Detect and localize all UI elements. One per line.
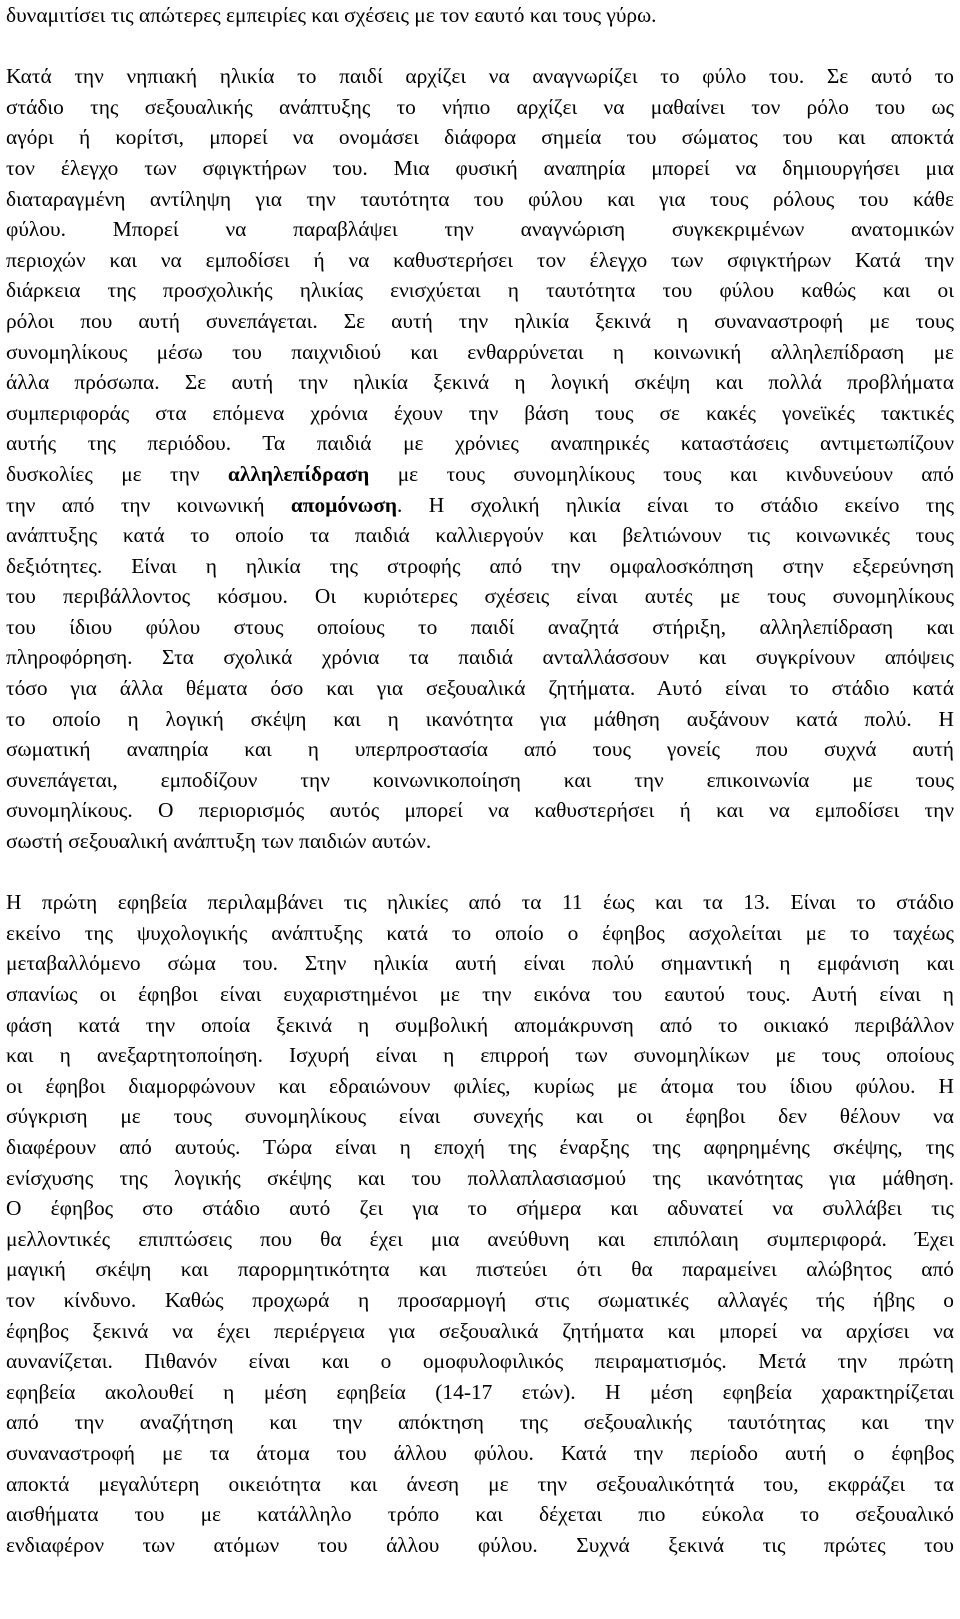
text-line: δυναμιτίσει τις απώτερες εμπειρίες και σχέσεις με τον εαυτό και τους γύρω.: [6, 3, 657, 27]
text-line: ρόλοι που αυτή συνεπάγεται. Σε αυτή την ηλικία ξεκινά η συναναστροφή με τους: [6, 308, 954, 333]
text-segment: δυσκολίες με την: [6, 461, 228, 486]
text-line: Κατά την νηπιακή ηλικία το παιδί αρχίζει να αναγνωρίζει το φύλο του. Σε αυτό το: [6, 64, 954, 89]
paragraph-break: [6, 31, 954, 62]
text-segment: την από την κοινωνική: [6, 492, 291, 517]
text-line: Ο έφηβος στο στάδιο αυτό ζει για το σήμερα και αδυνατεί να συλλάβει τις: [6, 1196, 954, 1221]
text-line: και η ανεξαρτητοποίηση. Ισχυρή είναι η επιρροή των συνομηλίκων με τους οποίους: [6, 1043, 954, 1068]
text-line: συναναστροφή με τα άτομα του άλλου φύλου. Κατά την περίοδο αυτή ο έφηβος: [6, 1440, 954, 1465]
bold-term: αλληλεπίδραση: [227, 461, 370, 486]
text-line: πληροφόρηση. Στα σχολικά χρόνια τα παιδιά ανταλλάσσουν και συγκρίνουν απόψεις: [6, 645, 954, 670]
text-line: τόσο για άλλα θέματα όσο και για σεξουαλικά ζητήματα. Αυτό είναι το στάδιο κατά: [6, 676, 954, 701]
text-line: Η πρώτη εφηβεία περιλαμβάνει τις ηλικίες από τα 11 έως και τα 13. Είναι το στάδιο: [6, 890, 954, 915]
text-line: αγόρι ή κορίτσι, μπορεί να ονομάσει διάφορα σημεία του σώματος του και αποκτά: [6, 125, 954, 150]
text-line: εφηβεία ακολουθεί η μέση εφηβεία (14-17 ετών). Η μέση εφηβεία χαρακτηρίζεται: [6, 1379, 954, 1404]
text-line: διαταραγμένη αντίληψη για την ταυτότητα του φύλου και για τους ρόλους του κάθε: [6, 186, 954, 211]
text-line: συνεπάγεται, εμποδίζουν την κοινωνικοποίηση και την επικοινωνία με τους: [6, 767, 954, 792]
text-line: μεταβαλλόμενο σώμα του. Στην ηλικία αυτή είναι πολύ σημαντική η εμφάνιση και: [6, 951, 954, 976]
text-line: διάρκεια της προσχολικής ηλικίας ενισχύεται η ταυτότητα του φύλου καθώς και οι: [6, 278, 954, 303]
text-line: άλλα πρόσωπα. Σε αυτή την ηλικία ξεκινά η λογική σκέψη και πολλά προβλήματα: [6, 370, 954, 395]
text-line: δεξιότητες. Είναι η ηλικία της στροφής από την ομφαλοσκόπηση στην εξερεύνηση: [6, 553, 954, 578]
text-line: συμπεριφοράς στα επόμενα χρόνια έχουν την βάση τους σε κακές γονεϊκές τακτικές: [6, 400, 954, 425]
document-body: [6, 0, 954, 1560]
text-line: τον κίνδυνο. Καθώς προχωρά η προσαρμογή στις σωματικές αλλαγές τής ήβης ο: [6, 1287, 954, 1312]
text-line: από την αναζήτηση και την απόκτηση της σεξουαλικής ταυτότητας και την: [6, 1410, 954, 1435]
text-line: ανάπτυξης κατά το οποίο τα παιδιά καλλιεργούν και βελτιώνουν τις κοινωνικές τους: [6, 523, 954, 548]
bold-term: απομόνωση: [290, 492, 398, 517]
text-line: μαγική σκέψη και παρορμητικότητα και πιστεύει ότι θα παραμείνει αλώβητος από: [6, 1257, 954, 1282]
text-line: του ίδιου φύλου στους οποίους το παιδί αναζητά στήριξη, αλληλεπίδραση και: [6, 614, 954, 639]
text-line: σωματική αναπηρία και η υπερπροστασία από τους γονείς που συχνά αυτή: [6, 737, 954, 762]
text-segment: . Η σχολική ηλικία είναι το στάδιο εκείνο της: [397, 492, 954, 517]
text-line: φύλου. Μπορεί να παραβλάψει την αναγνώριση συγκεκριμένων ανατομικών: [6, 217, 954, 242]
text-line: αυτής της περιόδου. Τα παιδιά με χρόνιες αναπηρικές καταστάσεις αντιμετωπίζουν: [6, 431, 954, 456]
text-line: συνομηλίκους μέσω του παιχνιδιού και ενθαρρύνεται η κοινωνική αλληλεπίδραση με: [6, 339, 954, 364]
text-line: ενίσχυσης της λογικής σκέψης και του πολλαπλασιασμού της ικανότητας για μάθηση.: [6, 1165, 954, 1190]
text-line: αποκτά μεγαλύτερη οικειότητα και άνεση με την σεξουαλικότητά του, εκφράζει τα: [6, 1471, 954, 1496]
text-line: φάση κατά την οποία ξεκινά η συμβολική απομάκρυνση από το οικιακό περιβάλλον: [6, 1012, 954, 1037]
text-line: σπανίως οι έφηβοι είναι ευχαριστημένοι με την εικόνα του εαυτού τους. Αυτή είναι η: [6, 982, 954, 1006]
text-line: του περιβάλλοντος κόσμου. Οι κυριότερες σχέσεις είναι αυτές με τους συνομηλίκους: [6, 584, 954, 609]
text-line: τον έλεγχο των σφιγκτήρων του. Μια φυσική αναπηρία μπορεί να δημιουργήσει μια: [6, 155, 954, 180]
text-segment: με τους συνομηλίκους τους και κινδυνεύουν από: [369, 461, 954, 486]
text-line: αυνανίζεται. Πιθανόν είναι και ο ομοφυλοφιλικός πειραματισμός. Μετά την πρώτη: [6, 1349, 954, 1374]
text-line: μελλοντικές επιπτώσεις που θα έχει μια ανεύθυνη και επιπόλαιη συμπεριφορά. Έχει: [6, 1226, 954, 1251]
text-line: στάδιο της σεξουαλικής ανάπτυξης το νήπιο αρχίζει να μαθαίνει τον ρόλο του ως: [6, 94, 954, 119]
text-line: αισθήματα του με κατάλληλο τρόπο και δέχεται πιο εύκολα το σεξουαλικό: [6, 1502, 954, 1527]
text-line: σωστή σεξουαλική ανάπτυξη των παιδιών αυτών.: [6, 829, 432, 854]
text-line: διαφέρουν από αυτούς. Τώρα είναι η εποχή της έναρξης της αφηρημένης σκέψης, της: [6, 1134, 954, 1159]
paragraph-break: [6, 857, 954, 888]
text-line: σύγκριση με τους συνομηλίκους είναι συνεχής και οι έφηβοι δεν θέλουν να: [6, 1104, 954, 1129]
text-line: έφηβος ξεκινά να έχει περιέργεια για σεξουαλικά ζητήματα και μπορεί να αρχίσει να: [6, 1318, 954, 1343]
text-line: συνομηλίκους. Ο περιορισμός αυτός μπορεί να καθυστερήσει ή και να εμποδίσει την: [6, 798, 954, 823]
text-line: το οποίο η λογική σκέψη και η ικανότητα για μάθηση αυξάνουν κατά πολύ. Η: [6, 706, 954, 731]
text-line: εκείνο της ψυχολογικής ανάπτυξης κατά το οποίο ο έφηβος ασχολείται με το ταχέως: [6, 920, 954, 945]
text-line: [6, 490, 954, 521]
text-line: ενδιαφέρον των ατόμων του άλλου φύλου. Συχνά ξεκινά τις πρώτες του: [6, 1532, 954, 1557]
text-line: [6, 459, 954, 490]
text-line: περιοχών και να εμποδίσει ή να καθυστερήσει τον έλεγχο των σφιγκτήρων Κατά την: [6, 247, 954, 272]
text-line: οι έφηβοι διαμορφώνουν και εδραιώνουν φιλίες, κυρίως με άτομα του ίδιου φύλου. Η: [6, 1073, 954, 1098]
